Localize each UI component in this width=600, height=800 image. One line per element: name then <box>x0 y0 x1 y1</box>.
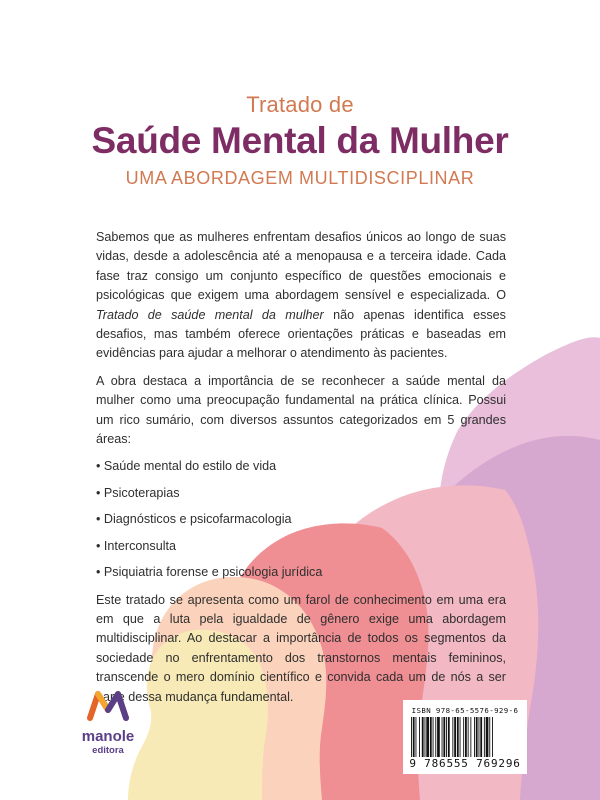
barcode-bar <box>486 717 489 757</box>
isbn-barcode <box>403 700 527 774</box>
isbn-label: ISBN 978-65-5576-929-6 <box>411 706 519 715</box>
publisher-logo <box>73 688 143 756</box>
synopsis-paragraph-2: A obra destaca a importância de se reconhecer a saúde mental da mulher como uma preocupação fundamental na prática clínica. Possui um rico sumário, com diversos assuntos categorizados em 5 grandes áreas: <box>96 373 506 447</box>
barcode-bar <box>457 717 459 757</box>
barcode-bar <box>460 717 461 757</box>
list-item: • Interconsulta <box>96 538 177 553</box>
manole-logo-icon <box>84 688 132 722</box>
barcode-bar <box>433 717 434 757</box>
barcode-bar <box>437 717 440 757</box>
barcode-bar <box>443 717 445 757</box>
barcode-bar <box>411 717 412 757</box>
list-item: • Psicoterapias <box>96 485 180 500</box>
barcode-bar <box>480 717 482 757</box>
synopsis-text <box>96 228 506 715</box>
publisher-name: manole <box>81 728 135 745</box>
paragraph-1-italic-title: Tratado de saúde mental da mulher <box>96 307 324 322</box>
barcode-bar <box>448 717 450 757</box>
barcode-bar <box>416 717 417 757</box>
barcode-bar <box>474 717 475 757</box>
barcode-bar <box>470 717 471 757</box>
list-item: • Psiquiatria forense e psicologia jurídica <box>96 565 323 580</box>
synopsis-paragraph-1 <box>96 228 506 364</box>
book-subtitle: UMA ABORDAGEM MULTIDISCIPLINAR <box>125 168 475 188</box>
barcode-bar <box>468 717 469 757</box>
paragraph-1-text-b: não apenas identifica esses desafios, mas também oferece orientações práticas e baseadas em evidências para ajudar a melhorar o atendimento às pacientes. <box>96 307 506 361</box>
list-item: • Saúde mental do estilo de vida <box>96 459 277 474</box>
barcode-bar <box>476 717 478 757</box>
book-title: Saúde Mental da Mulher <box>91 120 509 161</box>
barcode-bar <box>479 717 480 757</box>
title-block <box>0 92 600 189</box>
barcode-bar <box>463 717 464 757</box>
publisher-tagline: editora <box>92 745 124 756</box>
barcode-bar <box>430 717 432 757</box>
barcode-bar <box>454 717 456 757</box>
barcode-bar <box>452 717 453 757</box>
barcode-bar <box>426 717 429 757</box>
topic-area-list <box>96 457 506 582</box>
barcode-bar <box>489 717 490 757</box>
barcode-number: 9 786555 769296 <box>409 757 521 770</box>
barcode-bar <box>413 717 415 757</box>
synopsis-paragraph-3: Este tratado se apresenta como um farol de conhecimento em uma era em que a luta pela igualdade de gênero exige uma abordagem multidisciplinar. Ao destacar a importância de todos os segmentos da sociedade no enfrentamento dos transtornos mentais femininos, transcende o mero domínio científico e convida cada um de nós a ser parte dessa mudança fundamental. <box>96 592 506 704</box>
barcode-bar <box>442 717 443 757</box>
barcode-bar <box>422 717 424 757</box>
barcode-bar <box>492 717 493 757</box>
barcode-bar <box>419 717 420 757</box>
barcode-bar <box>465 717 467 757</box>
barcode-bar <box>446 717 447 757</box>
paragraph-1-text-a: Sabemos que as mulheres enfrentam desafios únicos ao longo de suas vidas, desde a adolescência até a menopausa e a terceira idade. Cada fase traz consigo um conjunto específico de questões emocionais e psicológicas que exigem uma abordagem sensível e especializada. O <box>96 230 506 303</box>
barcode-bar <box>425 717 426 757</box>
barcode-bar <box>484 717 485 757</box>
barcode-bar <box>435 717 436 757</box>
list-item: • Diagnósticos e psicofarmacologia <box>96 512 292 527</box>
barcode-bars <box>409 717 521 757</box>
title-line-1: Tratado de <box>246 92 354 117</box>
